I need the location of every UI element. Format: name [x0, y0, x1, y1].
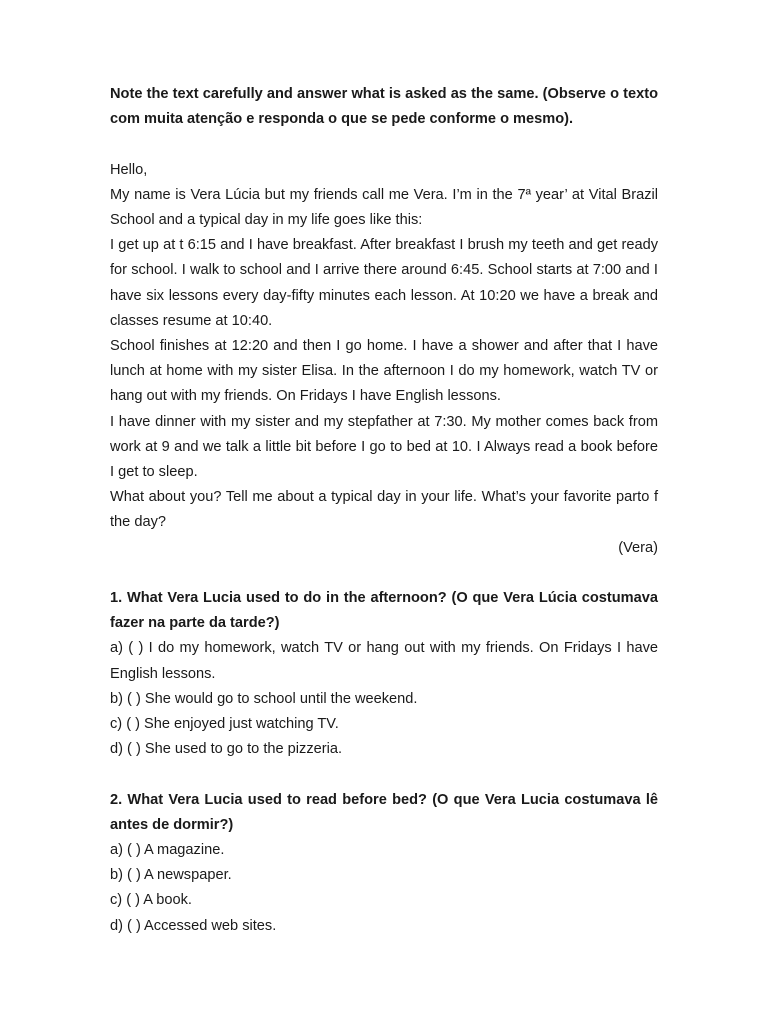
- letter-paragraph: School finishes at 12:20 and then I go home. I have a shower and after that I have lunch at home with my sister Elisa. In the afternoon I do my homework, watch TV or hang out with my friends. On Fridays I have English lessons.: [110, 338, 658, 405]
- question-1: [110, 586, 658, 762]
- answer-option: c) ( ) A book.: [110, 892, 192, 909]
- letter-signature: (Vera): [618, 539, 658, 556]
- answer-option: b) ( ) She would go to school until the weekend.: [110, 690, 418, 707]
- answer-option: c) ( ) She enjoyed just watching TV.: [110, 716, 339, 733]
- letter-paragraph: What about you? Tell me about a typical day in your life. What’s your favorite parto f the day?: [110, 489, 658, 531]
- answer-option: d) ( ) Accessed web sites.: [110, 917, 277, 934]
- answer-option: a) ( ) I do my homework, watch TV or hang out with my friends. On Fridays I have English lessons.: [110, 640, 658, 682]
- letter-greeting: Hello,: [110, 161, 148, 178]
- letter: [110, 158, 658, 561]
- answer-option: a) ( ) A magazine.: [110, 842, 225, 859]
- spacer: [110, 132, 658, 157]
- letter-paragraph: I get up at t 6:15 and I have breakfast. After breakfast I brush my teeth and get ready for school. I walk to school and I arrive there around 6:45. School starts at 7:00 and I have six lessons every day-fifty minutes each lesson. At 10:20 we have a break and classes resume at 10:40.: [110, 237, 658, 329]
- answer-option: d) ( ) She used to go to the pizzeria.: [110, 741, 343, 758]
- spacer: [110, 561, 658, 586]
- instruction-text: Note the text carefully and answer what is asked as the same. (Observe o texto com muita atenção e responda o que se pede conforme o mesmo).: [110, 86, 658, 128]
- letter-paragraph: My name is Vera Lúcia but my friends call me Vera. I’m in the 7ª year’ at Vital Brazil School and a typical day in my life goes like this:: [110, 186, 658, 228]
- worksheet: [110, 82, 658, 939]
- spacer: [110, 762, 658, 787]
- answer-option: b) ( ) A newspaper.: [110, 867, 232, 884]
- letter-paragraph: I have dinner with my sister and my stepfather at 7:30. My mother comes back from work at 9 and we talk a little bit before I go to bed at 10. I Always read a book before I get to sleep.: [110, 413, 658, 481]
- question-prompt: 1. What Vera Lucia used to do in the afternoon? (O que Vera Lúcia costumava fazer na parte da tarde?): [110, 590, 658, 632]
- question-2: [110, 788, 658, 939]
- question-prompt: 2. What Vera Lucia used to read before bed? (O que Vera Lucia costumava lê antes de dormir?): [110, 791, 658, 833]
